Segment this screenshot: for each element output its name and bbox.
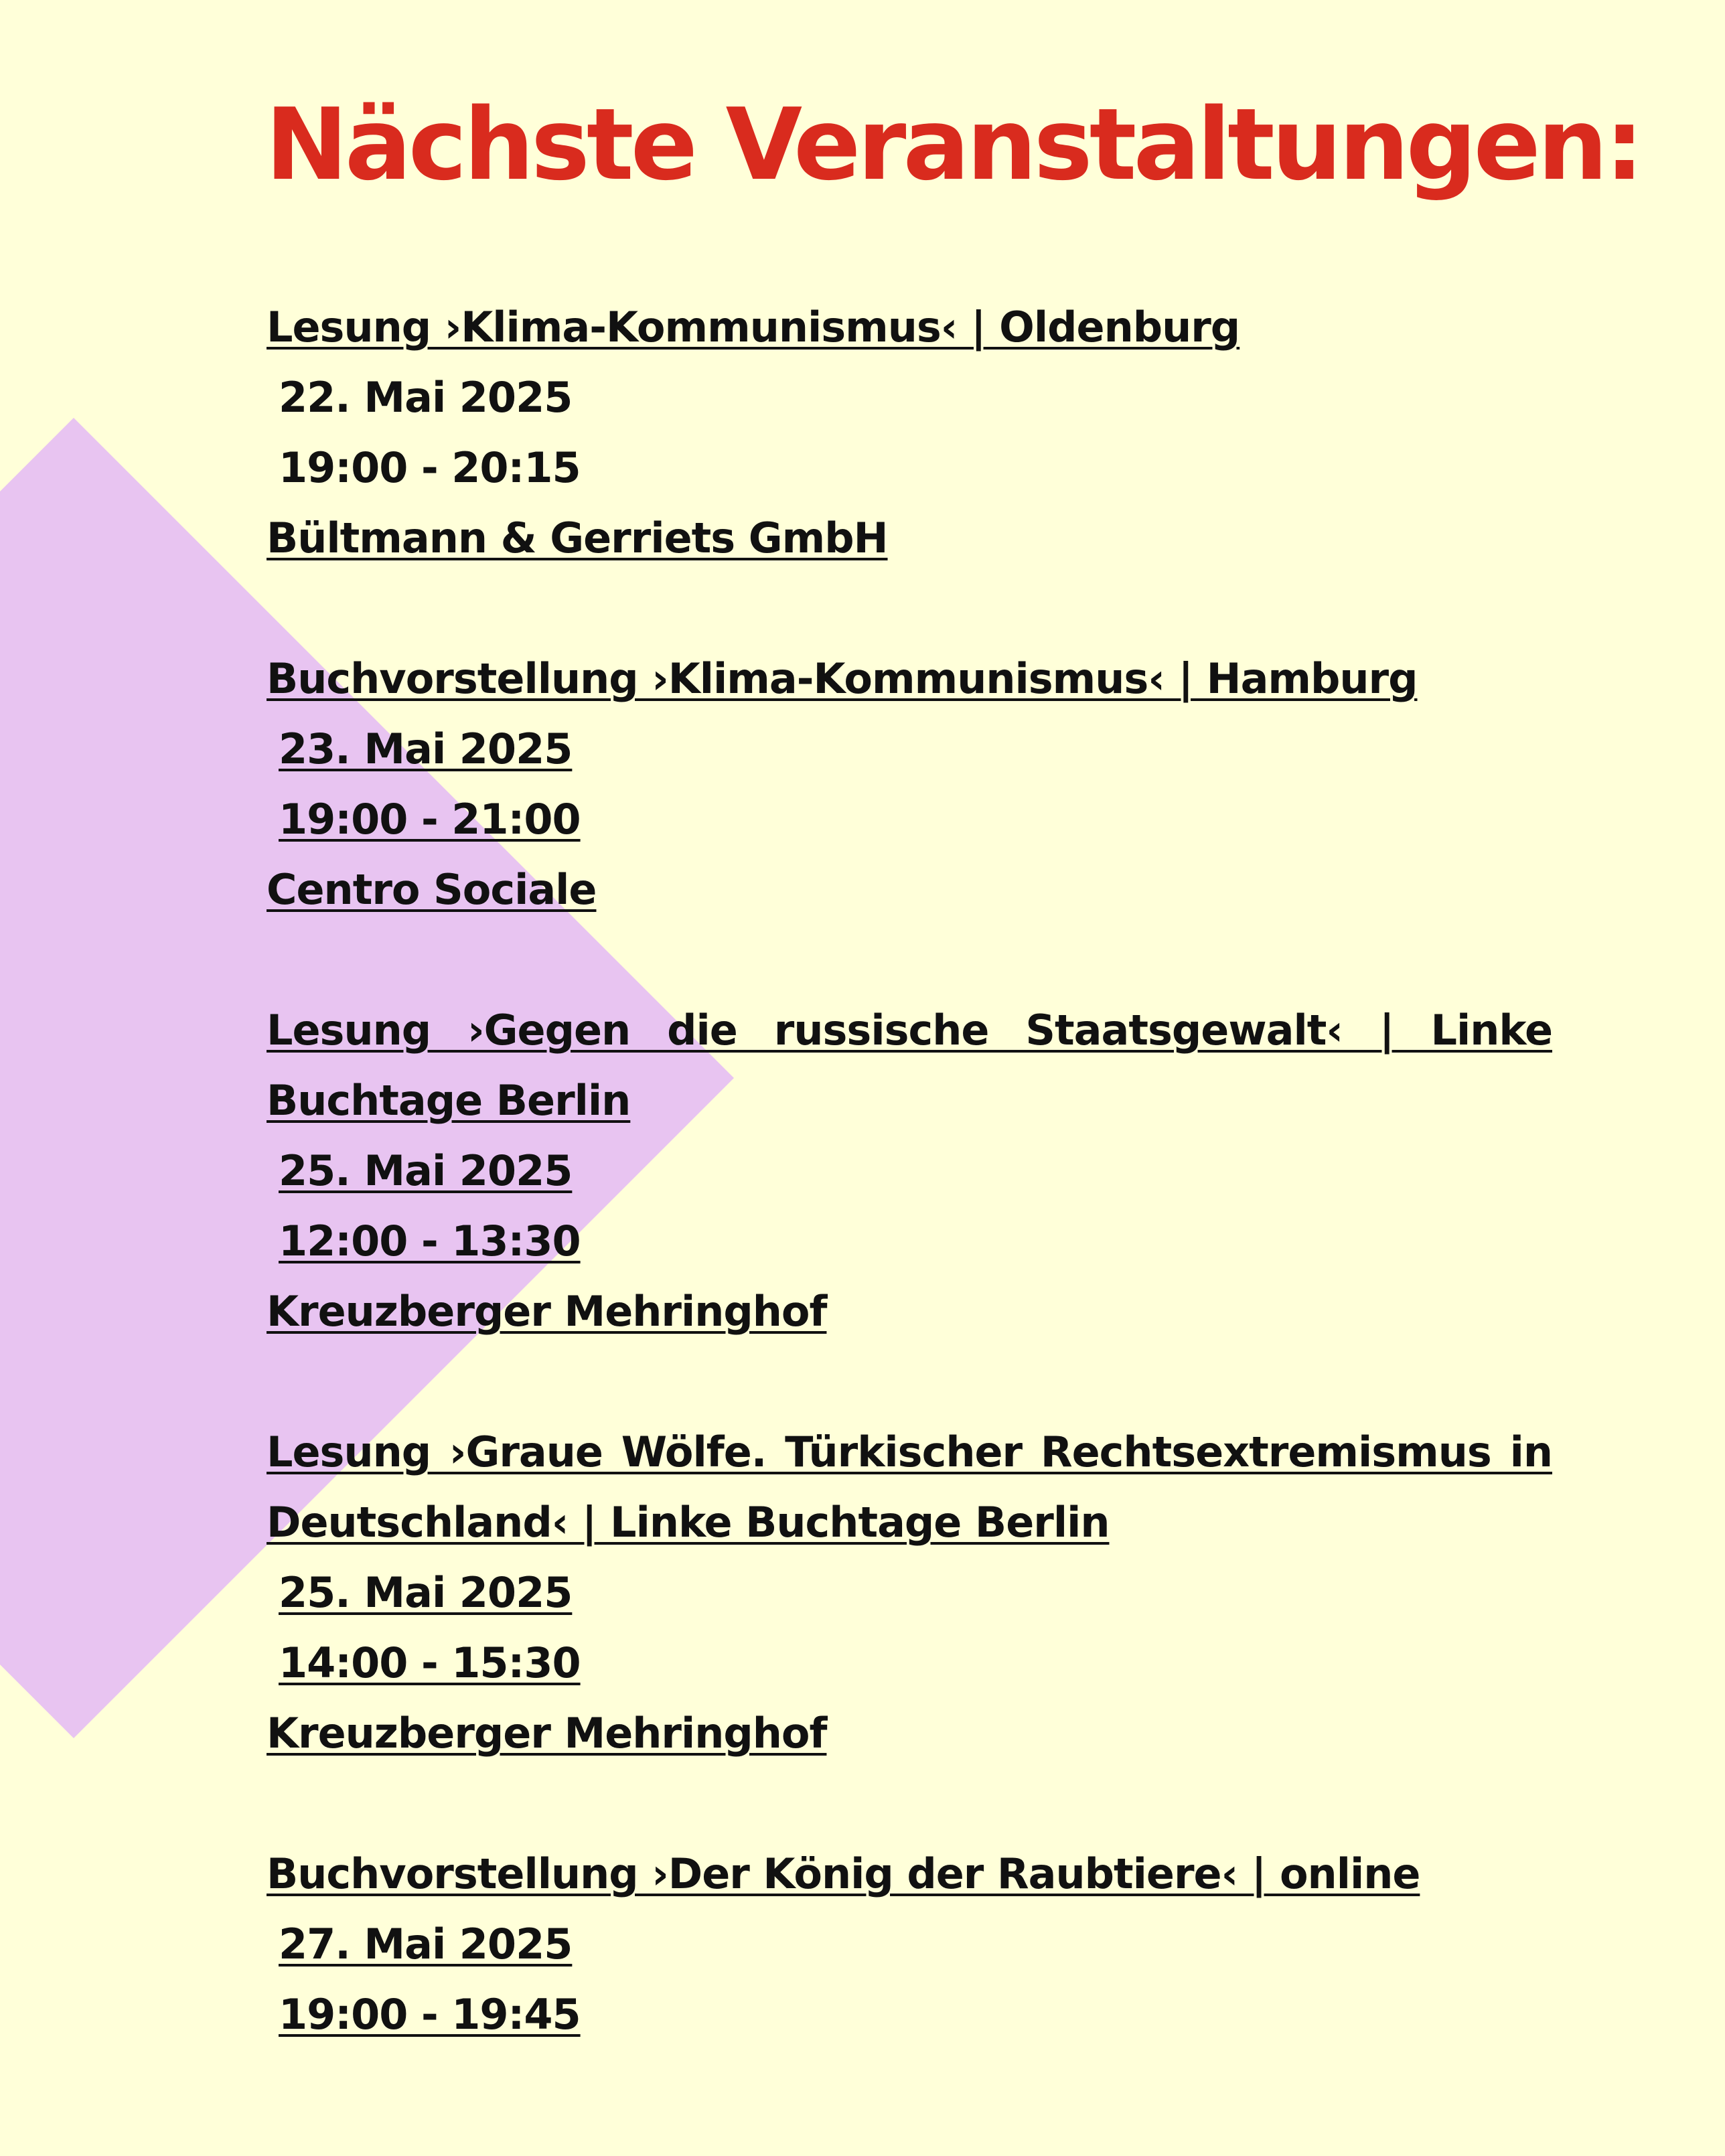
event-list: [267, 292, 1552, 2120]
event-location-link[interactable]: Kreuzberger Mehringhof: [267, 1287, 827, 1336]
event-item: [267, 643, 1552, 925]
event-location-link[interactable]: Centro Sociale: [267, 865, 597, 914]
event-time: 19:00 - 20:15: [279, 443, 581, 492]
event-time-link[interactable]: 12:00 - 13:30: [279, 1217, 581, 1265]
event-title-link[interactable]: Buchvorstellung ›Klima-Kommunismus‹ | Hamburg: [267, 654, 1418, 703]
event-title-link[interactable]: Lesung ›Gegen die russische Staatsgewalt‹ | Linke Buchtage Berlin: [267, 1006, 1552, 1125]
page-title: Nächste Veranstaltungen:: [265, 87, 1641, 202]
event-date-link[interactable]: 27. Mai 2025: [279, 1920, 573, 1969]
event-time-link[interactable]: 14:00 - 15:30: [279, 1638, 581, 1687]
event-location-link[interactable]: Bültmann & Gerriets GmbH: [267, 514, 888, 562]
event-title-link[interactable]: Buchvorstellung ›Der König der Raubtiere‹ | online: [267, 1849, 1420, 1898]
event-location-link[interactable]: Kreuzberger Mehringhof: [267, 1709, 827, 1758]
event-title-link[interactable]: Lesung ›Klima-Kommunismus‹ | Oldenburg: [267, 303, 1240, 352]
event-item: [267, 1839, 1552, 2050]
event-time-link[interactable]: 19:00 - 19:45: [279, 1990, 581, 2039]
event-item: [267, 292, 1552, 573]
event-item: [267, 995, 1552, 1346]
event-time-link[interactable]: 19:00 - 21:00: [279, 795, 581, 844]
event-date-link[interactable]: 25. Mai 2025: [279, 1146, 573, 1195]
event-date-link[interactable]: 23. Mai 2025: [279, 724, 573, 773]
event-date-link[interactable]: 25. Mai 2025: [279, 1568, 573, 1617]
event-title-link[interactable]: Lesung ›Graue Wölfe. Türkischer Rechtsextremismus in Deutschland‹ | Linke Buchtage Berlin: [267, 1428, 1552, 1547]
event-date: 22. Mai 2025: [279, 373, 573, 422]
event-item: [267, 1417, 1552, 1768]
